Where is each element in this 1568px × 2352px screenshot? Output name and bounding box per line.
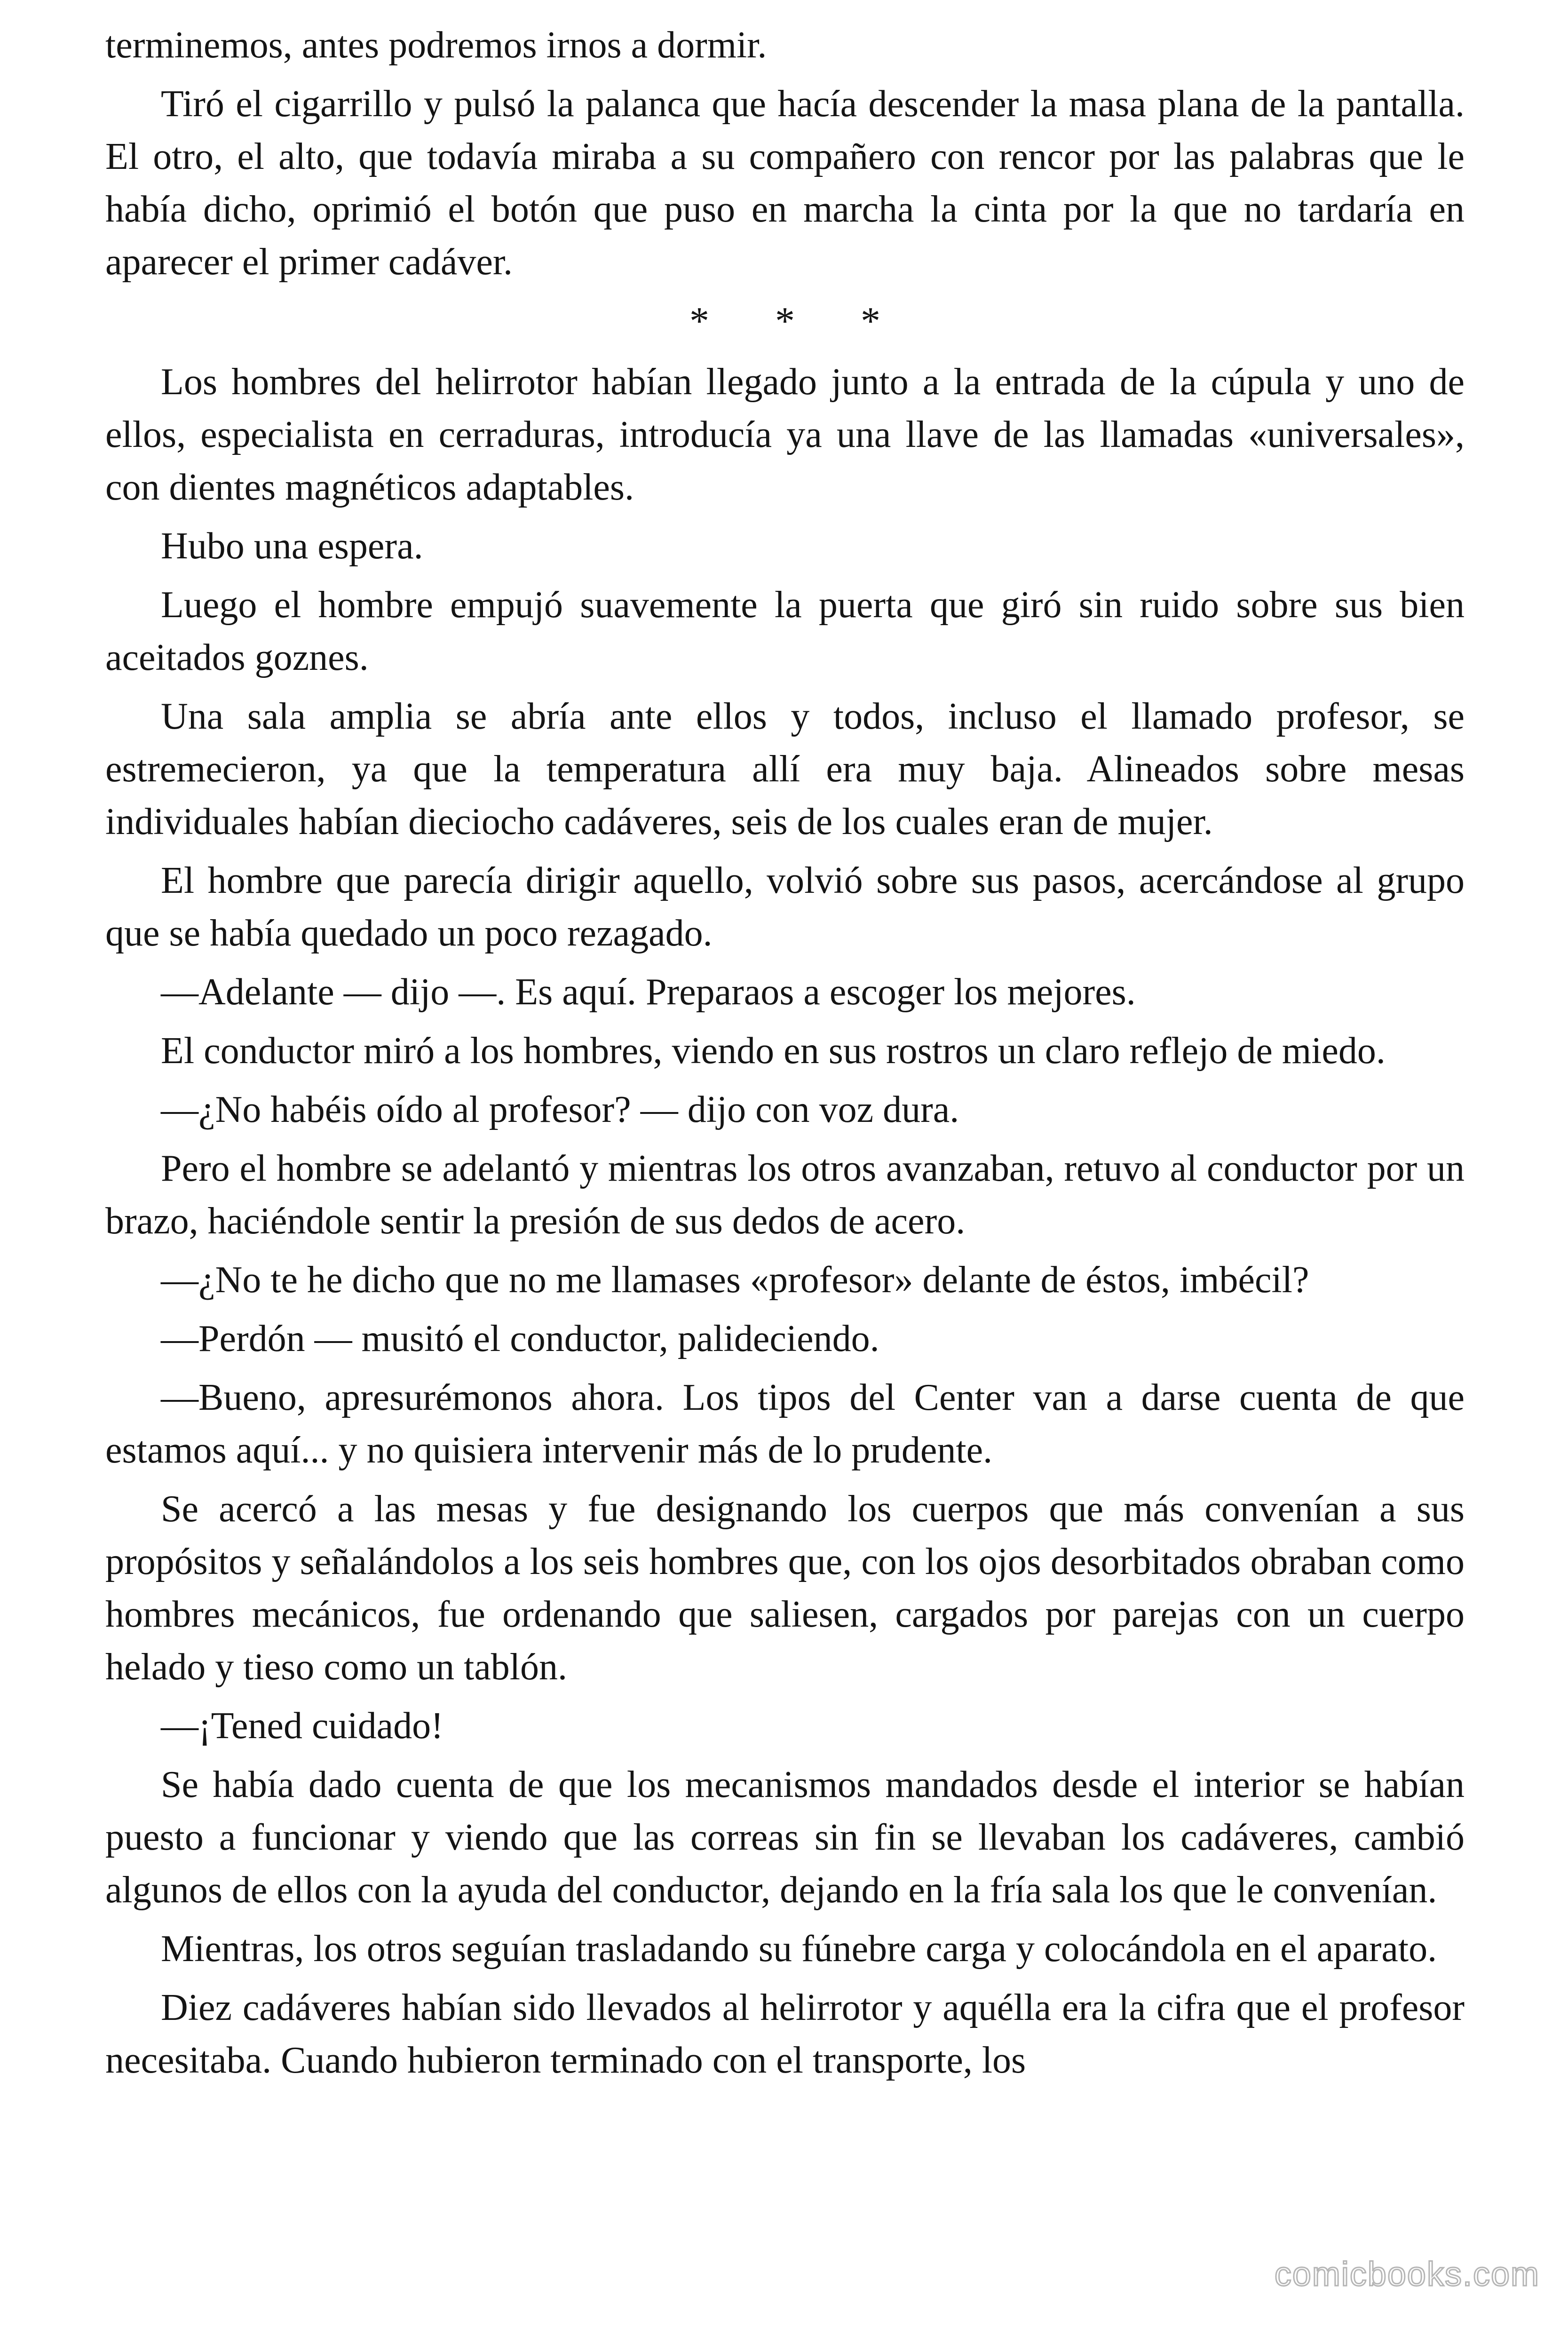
paragraph-19: Diez cadáveres habían sido llevados al helirrotor y aquélla era la cifra que el profesor necesitaba. Cuando hubieron terminado con el transporte, los: [105, 1987, 1465, 2081]
paragraph-8: —Adelante — dijo —. Es aquí. Preparaos a escoger los mejores.: [161, 971, 1136, 1013]
paragraph-17: Se había dado cuenta de que los mecanismos mandados desde el interior se habían puesto a funcionar y viendo que las correas sin fin se llevaban los cadáveres, cambió algunos de ellos con la ayuda del conductor, dejando en la fría sala los que le convenían.: [105, 1764, 1465, 1911]
paragraph-10: —¿No habéis oído al profesor? — dijo con voz dura.: [161, 1089, 959, 1130]
paragraph-4: Hubo una espera.: [161, 525, 423, 567]
paragraph-9: El conductor miró a los hombres, viendo en sus rostros un claro reflejo de miedo.: [161, 1030, 1386, 1072]
paragraph-14: —Bueno, apresurémonos ahora. Los tipos del Center van a darse cuenta de que estamos aquí... y no quisiera intervenir más de lo prudente.: [105, 1377, 1465, 1471]
paragraph-18: Mientras, los otros seguían trasladando su fúnebre carga y colocándola en el aparato.: [161, 1928, 1437, 1970]
paragraph-15: Se acercó a las mesas y fue designando los cuerpos que más convenían a sus propósitos y señalándolos a los seis hombres que, con los ojos desorbitados obraban como hombres mecánicos, fue ordenando que saliesen, cargados por parejas con un cuerpo helado y tieso como un tablón.: [105, 1488, 1465, 1688]
paragraph-16: —¡Tened cuidado!: [161, 1705, 443, 1747]
paragraph-5: Luego el hombre empujó suavemente la puerta que giró sin ruido sobre sus bien aceitados goznes.: [105, 584, 1465, 678]
paragraph-13: —Perdón — musitó el conductor, palideciendo.: [161, 1318, 879, 1359]
paragraph-2: Tiró el cigarrillo y pulsó la palanca que hacía descender la masa plana de la pantalla. El otro, el alto, que todavía miraba a su compañero con rencor por las palabras que le había dicho, oprimió el botón que puso en marcha la cinta por la que no tardaría en aparecer el primer cadáver.: [105, 83, 1465, 283]
watermark: comicbooks.com: [1274, 2256, 1540, 2293]
paragraph-12: —¿No te he dicho que no me llamases «profesor» delante de éstos, imbécil?: [161, 1259, 1309, 1301]
scene-break-asterisk: *: [775, 299, 795, 343]
scene-break: [105, 295, 1465, 348]
page-text: [105, 19, 1465, 2093]
paragraph-11: Pero el hombre se adelantó y mientras los otros avanzaban, retuvo al conductor por un brazo, haciéndole sentir la presión de sus dedos de acero.: [105, 1148, 1465, 1242]
paragraph-3: Los hombres del helirrotor habían llegado junto a la entrada de la cúpula y uno de ellos, especialista en cerraduras, introducía ya una llave de las llamadas «universales», con dientes magnéticos adaptables.: [105, 361, 1465, 508]
scene-break-asterisk: *: [861, 299, 880, 343]
paragraph-7: El hombre que parecía dirigir aquello, volvió sobre sus pasos, acercándose al grupo que se había quedado un poco rezagado.: [105, 860, 1465, 954]
paragraph-1: terminemos, antes podremos irnos a dormir.: [105, 24, 767, 66]
paragraph-6: Una sala amplia se abría ante ellos y todos, incluso el llamado profesor, se estremecieron, ya que la temperatura allí era muy baja. Alineados sobre mesas individuales habían dieciocho cadáveres, seis de los cuales eran de mujer.: [105, 696, 1465, 842]
scene-break-asterisk: *: [689, 299, 709, 343]
